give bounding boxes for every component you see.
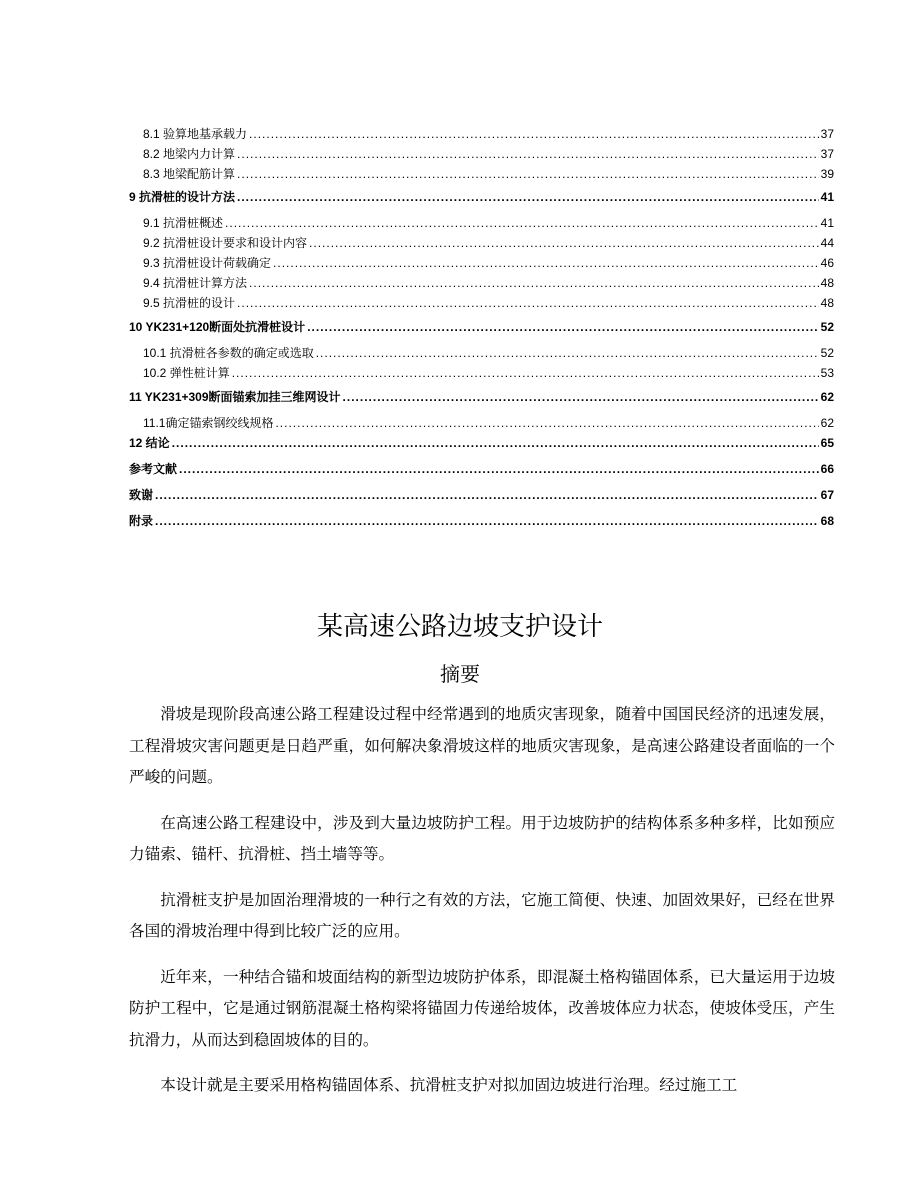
toc-entry-label: 8.2 地梁内力计算 bbox=[143, 147, 236, 161]
toc-entry[interactable] bbox=[129, 148, 834, 168]
toc-chapter-label: 10 YK231+120断面处抗滑桩设计 bbox=[129, 320, 306, 334]
toc-leader-dots bbox=[275, 417, 818, 429]
toc-page-number: 44 bbox=[820, 236, 834, 250]
toc-entry-label: 10.2 弹性桩计算 bbox=[143, 366, 230, 380]
toc-page-number: 41 bbox=[820, 216, 834, 230]
toc-chapter[interactable] bbox=[129, 489, 834, 515]
toc-page-number: 48 bbox=[820, 276, 834, 290]
toc-entry[interactable] bbox=[129, 297, 834, 317]
toc-leader-dots bbox=[249, 277, 819, 289]
toc-entry-label: 8.3 地梁配筋计算 bbox=[143, 167, 236, 181]
toc-entry-label: 9.2 抗滑桩设计要求和设计内容 bbox=[143, 236, 308, 250]
abstract-paragraph: 近年来，一种结合锚和坡面结构的新型边坡防护体系，即混凝土格构锚固体系，已大量运用于边坡防护工程中，它是通过钢筋混凝土格构梁将锚固力传递给坡体，改善坡体应力状态，使坡体受压，产生抗滑力，从而达到稳固坡体的目的。 bbox=[129, 967, 835, 1049]
toc-leader-dots bbox=[237, 297, 819, 309]
toc-leader-dots bbox=[179, 463, 819, 475]
abstract-paragraph: 抗滑桩支护是加固治理滑坡的一种行之有效的方法，它施工简便、快速、加固效果好，已经在世界各国的滑坡治理中得到比较广泛的应用。 bbox=[129, 890, 835, 940]
toc-entry-label: 8.1 验算地基承载力 bbox=[143, 127, 248, 141]
toc-entry-label: 9.3 抗滑桩设计荷载确定 bbox=[143, 256, 272, 270]
toc-entry[interactable] bbox=[129, 347, 834, 367]
toc-leader-dots bbox=[232, 367, 819, 379]
toc-page-number: 53 bbox=[820, 366, 834, 380]
toc-chapter[interactable] bbox=[129, 191, 834, 217]
toc-page-number: 67 bbox=[820, 488, 834, 502]
toc-leader-dots bbox=[225, 217, 819, 229]
toc-entry[interactable] bbox=[129, 417, 834, 437]
toc-page-number: 48 bbox=[820, 296, 834, 310]
toc-leader-dots bbox=[155, 515, 819, 527]
toc-leader-dots bbox=[237, 148, 819, 160]
table-of-contents bbox=[129, 128, 834, 537]
toc-entry-label: 9.5 抗滑桩的设计 bbox=[143, 296, 236, 310]
toc-entry[interactable] bbox=[129, 367, 834, 387]
toc-chapter-label: 附录 bbox=[129, 514, 154, 528]
toc-leader-dots bbox=[172, 437, 819, 449]
toc-entry[interactable] bbox=[129, 277, 834, 297]
toc-leader-dots bbox=[273, 257, 819, 269]
toc-entry-label: 9.4 抗滑桩计算方法 bbox=[143, 276, 248, 290]
toc-chapter[interactable] bbox=[129, 391, 834, 417]
toc-page-number: 62 bbox=[820, 390, 834, 404]
toc-page-number: 41 bbox=[820, 190, 834, 204]
abstract-heading: 摘要 bbox=[440, 662, 480, 686]
toc-entry-label: 11.1确定锚索钢绞线规格 bbox=[143, 416, 274, 430]
toc-chapter-label: 12 结论 bbox=[129, 436, 170, 450]
toc-page-number: 65 bbox=[820, 436, 834, 450]
toc-leader-dots bbox=[249, 128, 819, 140]
toc-entry[interactable] bbox=[129, 168, 834, 187]
toc-leader-dots bbox=[309, 237, 819, 249]
toc-leader-dots bbox=[237, 191, 819, 203]
toc-chapter-label: 11 YK231+309断面锚索加挂三维网设计 bbox=[129, 390, 341, 404]
abstract-body bbox=[129, 699, 835, 1116]
toc-page-number: 39 bbox=[820, 167, 834, 181]
toc-chapter[interactable] bbox=[129, 321, 834, 347]
toc-chapter-label: 参考文献 bbox=[129, 462, 178, 476]
toc-entry[interactable] bbox=[129, 217, 834, 237]
toc-page-number: 62 bbox=[820, 416, 834, 430]
toc-leader-dots bbox=[237, 168, 819, 180]
toc-page-number: 37 bbox=[820, 147, 834, 161]
toc-page-number: 46 bbox=[820, 256, 834, 270]
toc-chapter[interactable] bbox=[129, 463, 834, 489]
toc-entry-label: 10.1 抗滑桩各参数的确定或选取 bbox=[143, 346, 314, 360]
toc-page-number: 52 bbox=[820, 346, 834, 360]
abstract-paragraph: 滑坡是现阶段高速公路工程建设过程中经常遇到的地质灾害现象，随着中国国民经济的迅速发展，工程滑坡灾害问题更是日趋严重，如何解决象滑坡这样的地质灾害现象，是高速公路建设者面临的一个严峻的问题。 bbox=[129, 705, 835, 786]
toc-page-number: 52 bbox=[820, 320, 834, 334]
toc-page-number: 66 bbox=[820, 462, 834, 476]
toc-entry[interactable] bbox=[129, 237, 834, 257]
document-title: 某高速公路边坡支护设计 bbox=[316, 612, 603, 642]
toc-leader-dots bbox=[343, 391, 819, 403]
toc-chapter[interactable] bbox=[129, 437, 834, 463]
toc-page-number: 37 bbox=[820, 127, 834, 141]
toc-leader-dots bbox=[307, 321, 818, 333]
toc-chapter[interactable] bbox=[129, 515, 834, 537]
toc-entry[interactable] bbox=[129, 257, 834, 277]
toc-leader-dots bbox=[155, 489, 819, 501]
abstract-paragraph: 在高速公路工程建设中，涉及到大量边坡防护工程。用于边坡防护的结构体系多种多样，比如预应力锚索、锚杆、抗滑桩、挡土墙等等。 bbox=[129, 813, 835, 863]
abstract-paragraph: 本设计就是主要采用格构锚固体系、抗滑桩支护对拟加固边坡进行治理。经过施工工 bbox=[160, 1076, 738, 1094]
toc-chapter-label: 9 抗滑桩的设计方法 bbox=[129, 190, 236, 204]
toc-chapter-label: 致谢 bbox=[129, 488, 154, 502]
toc-leader-dots bbox=[316, 347, 819, 359]
toc-page-number: 68 bbox=[820, 514, 834, 528]
toc-entry[interactable] bbox=[129, 128, 834, 148]
toc-entry-label: 9.1 抗滑桩概述 bbox=[143, 216, 224, 230]
